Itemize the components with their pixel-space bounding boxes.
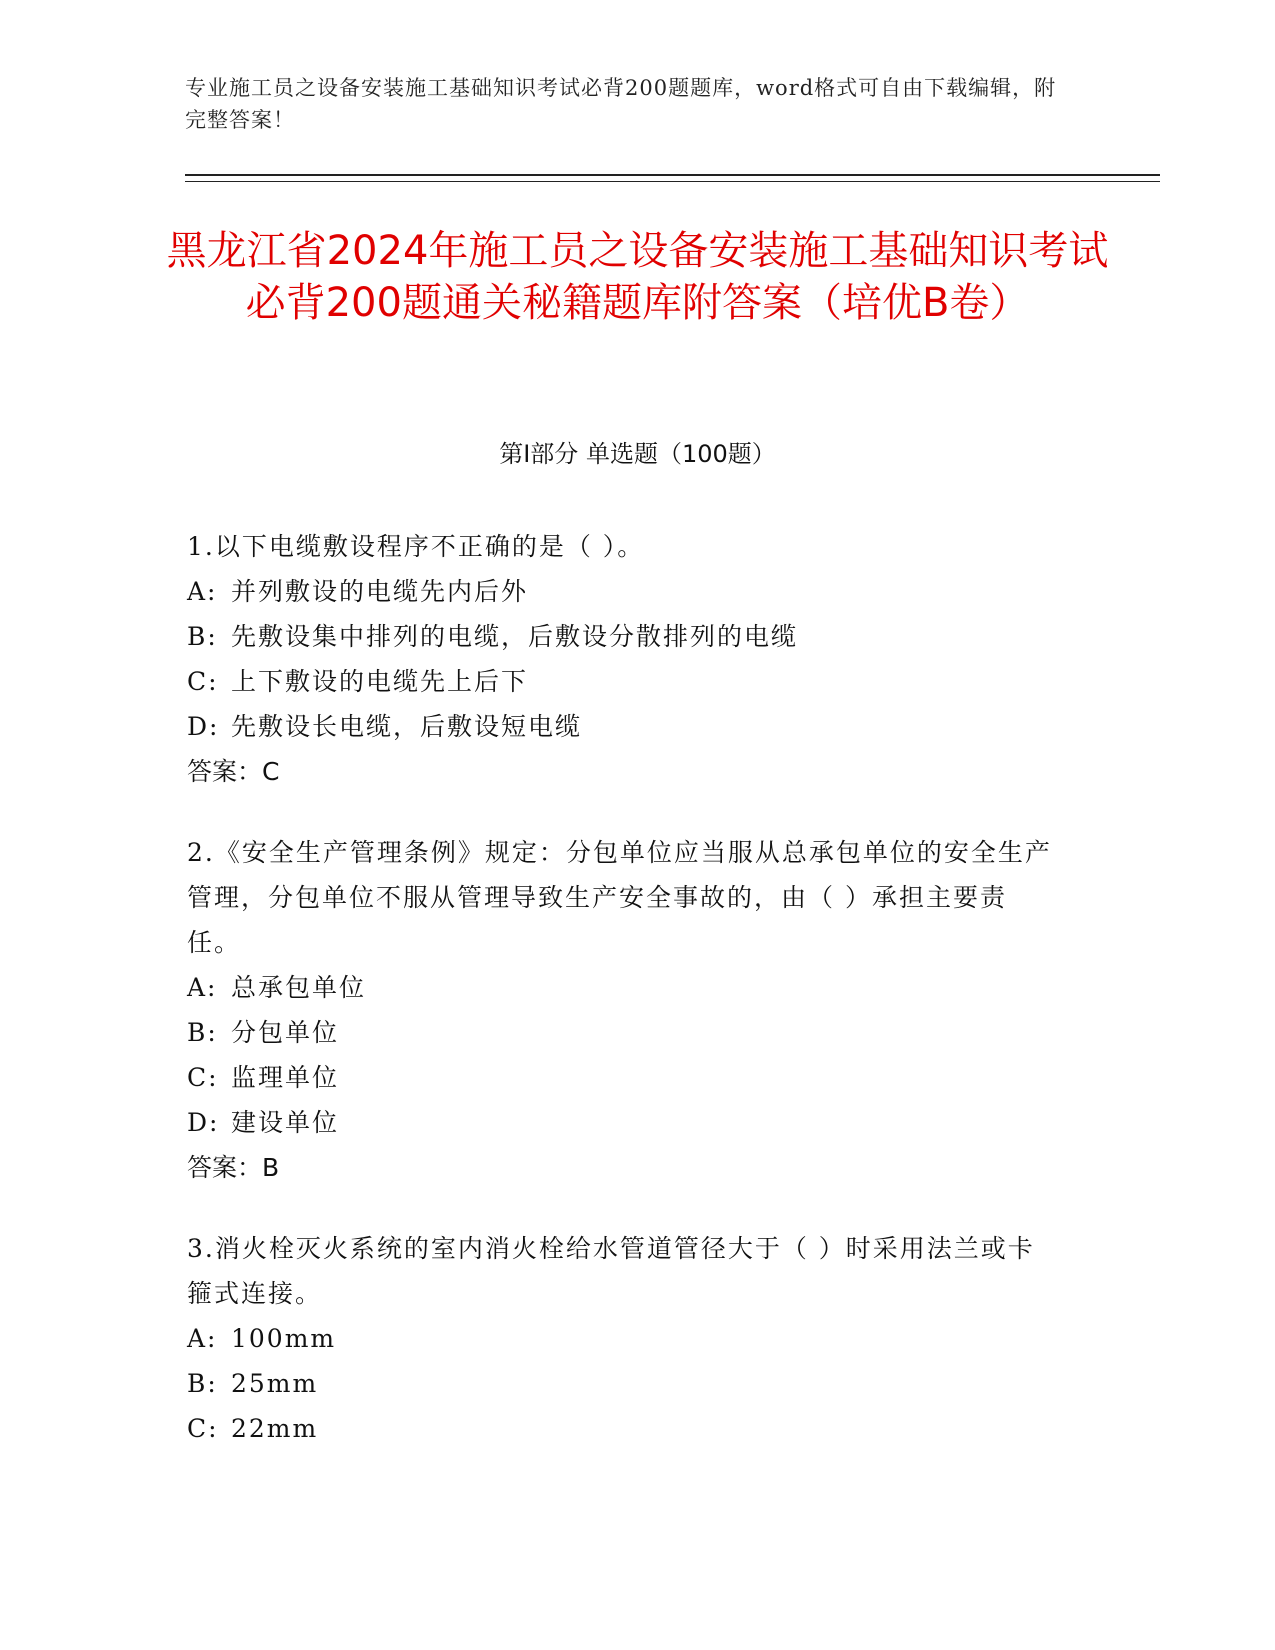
- option-c: [187, 659, 1087, 704]
- header-note: 专业施工员之设备安装施工基础知识考试必背200题题库，word格式可自由下载编辑，附完整答案！: [185, 76, 1057, 132]
- option-a: [187, 965, 1087, 1010]
- option-text: 22mm: [231, 1414, 319, 1443]
- option-text: 建设单位: [231, 1108, 340, 1137]
- option-text: 总承包单位: [231, 973, 367, 1002]
- question-2: [187, 830, 1087, 1190]
- option-text: 上下敷设的电缆先上后下: [231, 667, 529, 696]
- option-a: [187, 1316, 1087, 1361]
- header-divider-thin: [185, 181, 1160, 182]
- option-letter: D:: [187, 712, 220, 741]
- question-1: [187, 524, 1087, 794]
- option-b: [187, 1361, 1087, 1406]
- option-letter: C:: [187, 667, 219, 696]
- answer: 答案：C: [187, 757, 280, 786]
- section-title: 第Ⅰ部分 单选题（100题）: [499, 440, 776, 468]
- question-list: [187, 524, 1087, 1487]
- option-letter: B:: [187, 1369, 218, 1398]
- option-text: 先敷设集中排列的电缆，后敷设分散排列的电缆: [231, 622, 799, 651]
- option-letter: C:: [187, 1414, 219, 1443]
- option-c: [187, 1406, 1087, 1451]
- question-stem: 3.消火栓灭火系统的室内消火栓给水管道管径大于（ ）时采用法兰或卡箍式连接。: [187, 1234, 1035, 1308]
- header-divider-thick: [185, 174, 1160, 176]
- option-letter: C:: [187, 1063, 219, 1092]
- option-text: 25mm: [231, 1369, 319, 1398]
- option-d: [187, 1100, 1087, 1145]
- option-letter: A:: [187, 973, 218, 1002]
- option-text: 100mm: [231, 1324, 337, 1353]
- option-d: [187, 704, 1087, 749]
- option-letter: A:: [187, 1324, 218, 1353]
- option-text: 先敷设长电缆，后敷设短电缆: [231, 712, 583, 741]
- question-stem: 2.《安全生产管理条例》规定：分包单位应当服从总承包单位的安全生产管理，分包单位不服从管理导致生产安全事故的，由（ ）承担主要责任。: [187, 838, 1052, 957]
- option-letter: D:: [187, 1108, 220, 1137]
- option-letter: B:: [187, 622, 218, 651]
- option-text: 分包单位: [231, 1018, 340, 1047]
- option-b: [187, 1010, 1087, 1055]
- option-a: [187, 569, 1087, 614]
- option-text: 监理单位: [231, 1063, 340, 1092]
- question-stem: 1.以下电缆敷设程序不正确的是（ ）。: [187, 532, 645, 561]
- question-3: [187, 1226, 1087, 1451]
- option-text: 并列敷设的电缆先内后外: [231, 577, 529, 606]
- document-title: 黑龙江省2024年施工员之设备安装施工基础知识考试必背200题通关秘籍题库附答案（培优B卷）: [166, 228, 1109, 326]
- option-b: [187, 614, 1087, 659]
- option-letter: B:: [187, 1018, 218, 1047]
- option-c: [187, 1055, 1087, 1100]
- option-letter: A:: [187, 577, 218, 606]
- answer: 答案：B: [187, 1153, 280, 1182]
